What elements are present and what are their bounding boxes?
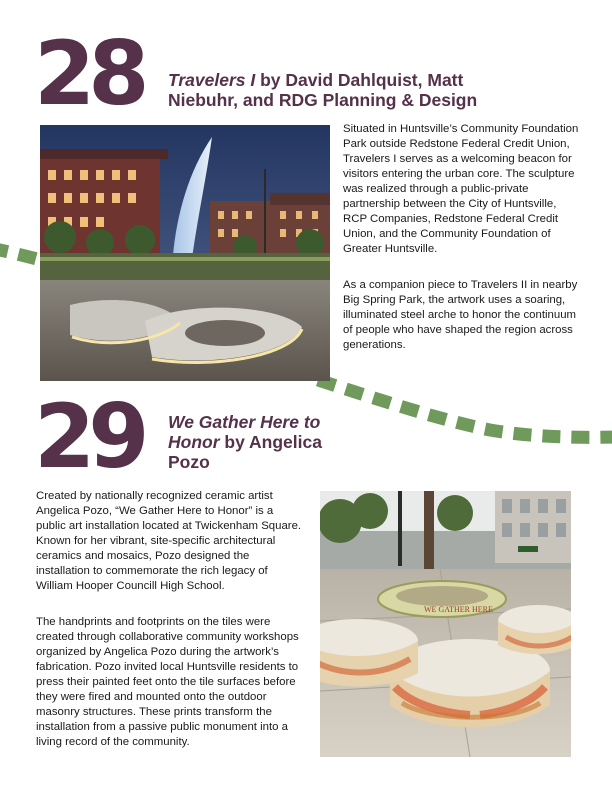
travelers-photo [40, 125, 330, 381]
artwork-title: Travelers I [168, 70, 256, 90]
paragraph: Situated in Huntsville’s Community Foundation Park outside Redstone Federal Credit Union, Travelers I serves as a welcoming beacon for visitors entering the urban core. The sculpture was realized through a public-private partnership between the City of Huntsville, RCP Companies, Redstone Federal Credit Union, and the Community Foundation of Greater Huntsville. [343, 123, 579, 255]
entry-title [168, 412, 338, 472]
entry-number: 28 [34, 22, 143, 125]
artist-credit: by David Dahlquist, Matt Niebuhr, and RDG Planning & Design [168, 70, 478, 110]
artwork-title: We Gather Here to Honor [168, 412, 321, 452]
planter-inscription: WE GATHER HERE [424, 605, 493, 614]
paragraph: The handprints and footprints on the tiles were created through collaborative community workshops organized by Angelica Pozo during the artwork’s fabrication. Pozo invited local Huntsville residents to press their painted feet onto the tile surfaces before they were fired and mounted onto the outdoor masonry structures. These prints transform the installation from a passive public monument into a living record of the community. [36, 616, 299, 748]
artist-credit: by Angelica Pozo [168, 432, 322, 472]
we-gather-photo [320, 491, 571, 757]
paragraph: As a companion piece to Travelers II in nearby Big Spring Park, the artwork uses a soaring, illuminated steel arche to honor the continuum of people who have shaped the region across generations. [343, 279, 578, 351]
paragraph: Created by nationally recognized ceramic artist Angelica Pozo, “We Gather Here to Honor” is a public art installation located at Twickenham Square. Known for her vibrant, site-specific architectural ceramics and mosaics, Pozo designed the installation to commemorate the rich legacy of William Hooper Councill High School. [36, 490, 302, 592]
entry-number: 29 [34, 385, 143, 488]
entry-title [168, 70, 503, 110]
